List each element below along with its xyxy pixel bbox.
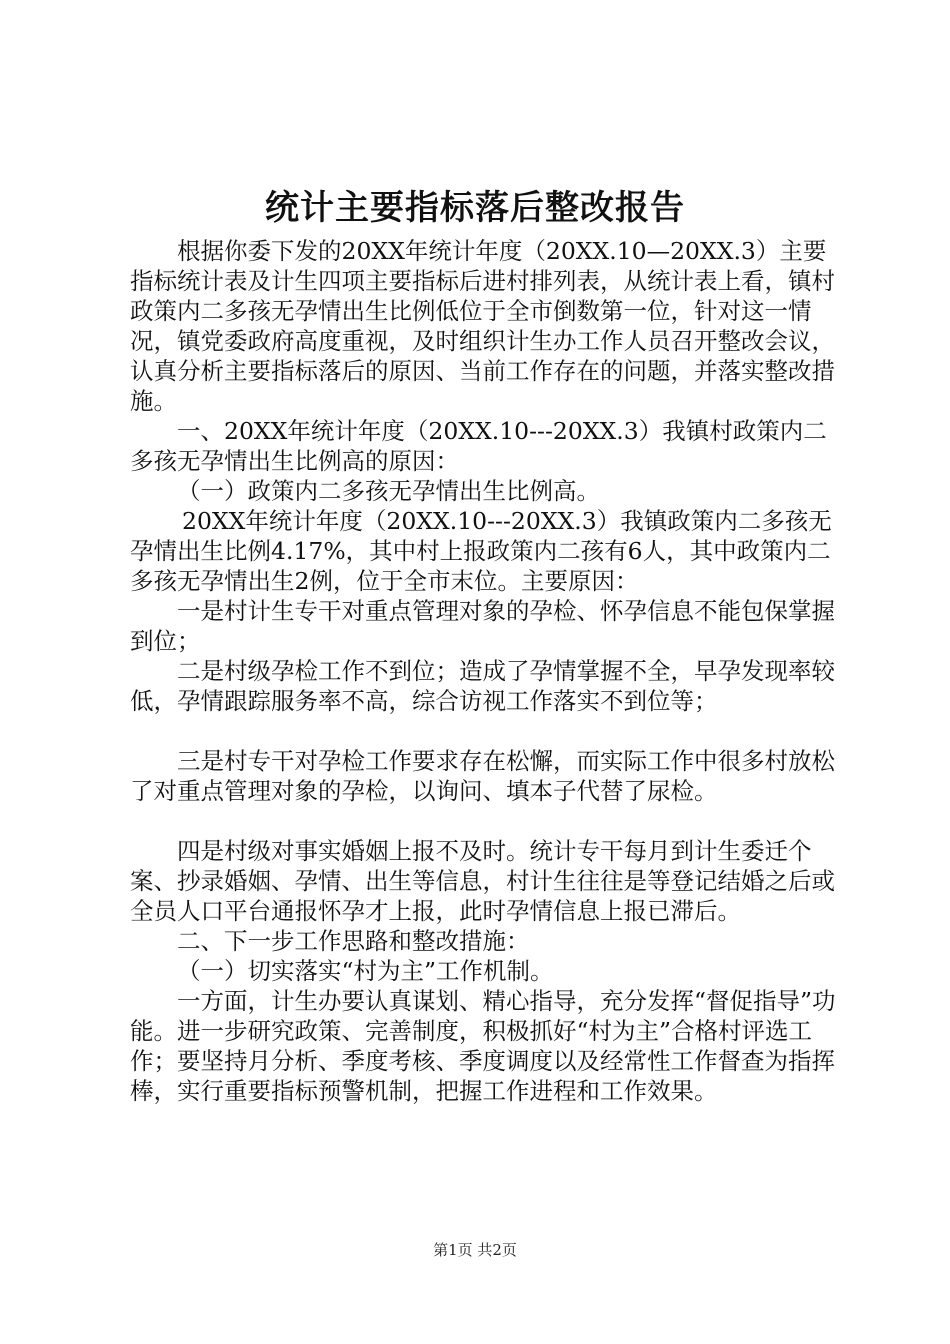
paragraph-reason-two: 二是村级孕检工作不到位；造成了孕情掌握不全，早孕发现率较低，孕情跟踪服务率不高，综合访视工作落实不到位等；: [130, 657, 835, 715]
paragraph-section-two-heading: 二、下一步工作思路和整改措施：: [177, 927, 530, 955]
paragraph-reason-three: 三是村专干对孕检工作要求存在松懈，而实际工作中很多村放松了对重点管理对象的孕检，以询问、填本子代替了尿检。: [130, 747, 835, 805]
paragraph-intro: 根据你委下发的20XX年统计年度（20XX.10—20XX.3）主要指标统计表及计生四项主要指标后进村排列表，从统计表上看，镇村政策内二多孩无孕情出生比例低位于全市倒数第一位，针对这一情况，镇党委政府高度重视，及时组织计生办工作人员召开整改会议，认真分析主要指标落后的原因、当前工作存在的问题，并落实整改措施。: [130, 237, 835, 415]
page-title: 统计主要指标落后整改报告: [265, 188, 685, 228]
paragraph-reason-four: 四是村级对事实婚姻上报不及时。统计专干每月到计生委迁个案、抄录婚姻、孕情、出生等信息，村计生往往是等登记结婚之后或全员人口平台通报怀孕才上报，此时孕情信息上报已滞后。: [130, 837, 835, 925]
document-body: [130, 236, 838, 1106]
paragraph-subsection-one-heading: （一）政策内二多孩无孕情出生比例高。: [177, 477, 600, 505]
paragraph-section-one-heading: 一、20XX年统计年度（20XX.10---20XX.3）我镇村政策内二多孩无孕情出生比例高的原因：: [130, 417, 827, 475]
paragraph-measures: 一方面，计生办要认真谋划、精心指导，充分发挥“督促指导”功能。进一步研究政策、完善制度，积极抓好“村为主”合格村评选工作；要坚持月分析、季度考核、季度调度以及经常性工作督查为指挥棒，实行重要指标预警机制，把握工作进程和工作效果。: [130, 987, 836, 1105]
paragraph-statistics: 20XX年统计年度（20XX.10---20XX.3）我镇政策内二多孩无孕情出生比例4.17%，其中村上报政策内二孩有6人，其中政策内二多孩无孕情出生2例，位于全市末位。主要原因：: [130, 507, 832, 595]
page-footer: 第1页 共2页: [433, 1241, 517, 1259]
paragraph-subsection-two-heading: （一）切实落实“村为主”工作机制。: [177, 957, 554, 985]
paragraph-reason-one: 一是村计生专干对重点管理对象的孕检、怀孕信息不能包保掌握到位；: [130, 597, 835, 655]
